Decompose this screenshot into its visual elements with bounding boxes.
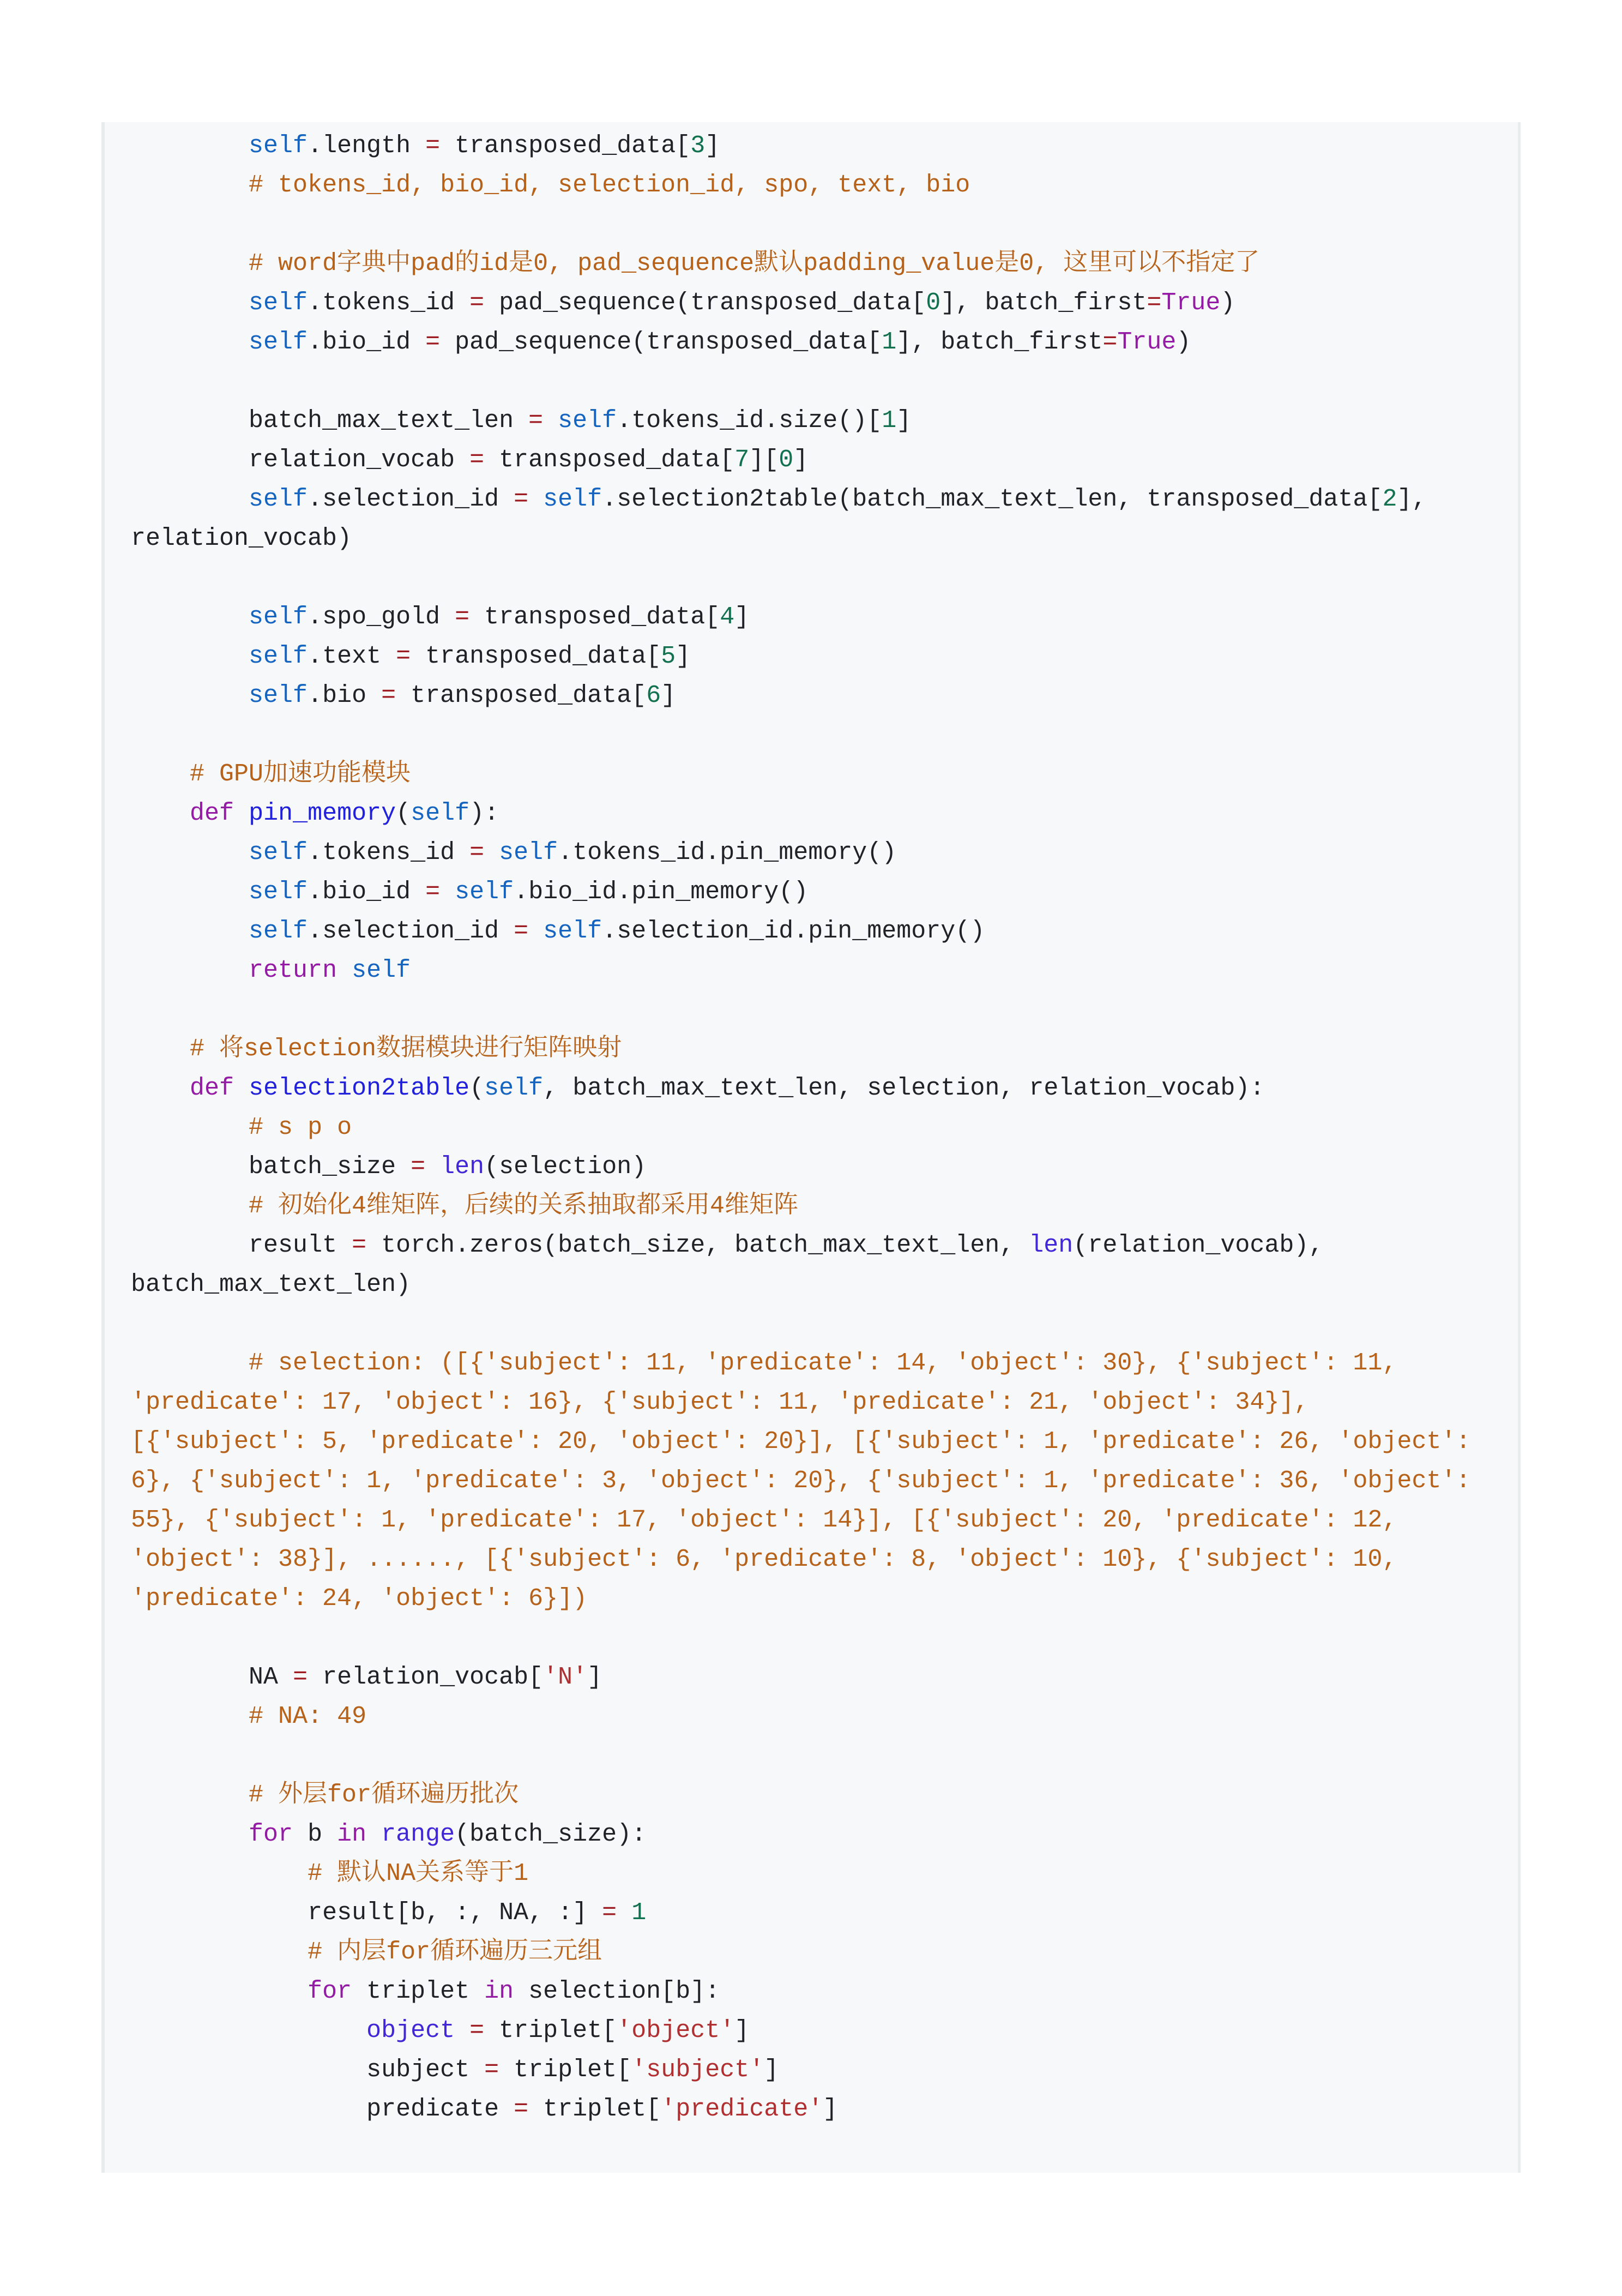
code-token-plain-text: relation_vocab	[249, 446, 470, 474]
code-line	[131, 1349, 1485, 1613]
code-token-builtin: object	[366, 2017, 455, 2045]
code-token-string: 'N'	[543, 1663, 588, 1691]
code-token-self-and-params: self	[249, 328, 308, 356]
code-line	[131, 2056, 779, 2084]
code-token-plain-text: batch_max_text_len	[249, 407, 529, 435]
code-token-keyword: for	[249, 1820, 293, 1848]
code-token-plain-text	[528, 917, 543, 945]
code-token-operator: =	[1102, 328, 1118, 356]
code-line	[131, 2017, 749, 2045]
code-token-operator: =	[528, 407, 544, 435]
code-token-plain-text	[425, 1153, 440, 1181]
code-token-keyword: def	[190, 1074, 234, 1102]
code-token-keyword: True	[1161, 289, 1221, 317]
code-token-plain-text: result[b, :, NA, :]	[307, 1899, 602, 1927]
code-token-operator: =	[396, 642, 411, 670]
code-token-plain-text: transposed_data[	[440, 132, 691, 160]
code-token-number: 0	[926, 289, 941, 317]
code-token-keyword: def	[190, 800, 234, 827]
code-token-plain-text: ], relation_vocab)	[131, 485, 1442, 552]
code-token-comment: # 将selection数据模块进行矩阵映射	[190, 1035, 622, 1063]
code-token-number: 1	[882, 328, 897, 356]
code-token-comment: # tokens_id, bio_id, selection_id, spo, text, bio	[249, 171, 970, 199]
code-token-plain-text: relation_vocab[	[307, 1663, 544, 1691]
code-token-plain-text: .tokens_id	[307, 839, 470, 867]
code-line	[131, 760, 411, 788]
code-token-self-and-params: self	[499, 839, 558, 867]
code-token-plain-text	[484, 839, 499, 867]
code-token-plain-text: ]	[587, 1663, 602, 1691]
code-token-builtin: range	[381, 1820, 455, 1848]
code-token-number: 7	[734, 446, 750, 474]
code-token-comment: # NA: 49	[249, 1703, 367, 1730]
code-token-comment: # GPU加速功能模块	[190, 760, 411, 788]
code-token-plain-text: .selection_id.pin_memory()	[602, 917, 985, 945]
code-token-operator: =	[469, 839, 485, 867]
code-token-number: 4	[720, 603, 735, 631]
code-line	[131, 1192, 798, 1220]
code-line	[131, 957, 411, 984]
code-token-operator: =	[411, 1153, 426, 1181]
code-token-plain-text: ], batch_first	[896, 328, 1103, 356]
code-token-operator: =	[425, 878, 441, 906]
code-token-plain-text: .tokens_id.size()[	[617, 407, 882, 435]
code-token-plain-text: triplet[	[484, 2017, 617, 2045]
code-token-plain-text: )	[1220, 289, 1235, 317]
code-token-self-and-params: self	[249, 132, 308, 160]
code-token-plain-text: .tokens_id	[307, 289, 470, 317]
code-token-self-and-params: self	[249, 289, 308, 317]
code-line	[131, 878, 808, 906]
code-token-plain-text: torch.zeros(batch_size, batch_max_text_len,	[366, 1231, 1029, 1259]
code-line	[131, 1114, 352, 1141]
code-token-plain-text	[455, 2017, 469, 2045]
code-token-plain-text: (batch_size):	[455, 1820, 647, 1848]
code-line	[131, 1074, 1264, 1102]
code-token-plain-text: triplet[	[528, 2095, 661, 2123]
code-token-self-and-params: self	[484, 1074, 544, 1102]
code-token-self-and-params: self	[558, 407, 617, 435]
code-line	[131, 1860, 528, 1888]
code-token-plain-text: .bio	[307, 682, 382, 710]
code-token-string: 'subject'	[631, 2056, 764, 2084]
code-token-comment: # selection: ([{'subject': 11, 'predicate': 14, 'object': 30}, {'subject': 11, 'predicate': 17, 'object': 16}, {'subject': 11, 'predicate': 21, 'object': 34}], [{'subject': 5, 'predicate': 20, 'object': 20}], [{'subject': 1, 'predicate': 26, 'object': 6}, {'subject': 1, 'predicate': 3, 'object': 20}, {'subject': 1, 'predicate': 36, 'object': 55}, {'subject': 1, 'predicate': 17, 'object': 14}], [{'subject': 20, 'predicate': 12, 'object': 38}], ......, [{'subject': 6, 'predicate': 8, 'object': 10}, {'subject': 10, 'predicate': 24, 'object': 6}])	[131, 1349, 1486, 1613]
code-token-comment: # 默认NA关系等于1	[307, 1860, 529, 1888]
code-token-string: 'predicate'	[661, 2095, 823, 2123]
code-token-plain-text: ]	[661, 682, 676, 710]
code-token-self-and-params: self	[249, 682, 308, 710]
code-line	[131, 250, 1259, 278]
code-token-keyword: return	[249, 957, 337, 984]
code-token-plain-text: batch_size	[249, 1153, 411, 1181]
code-token-plain-text: .selection_id	[307, 917, 514, 945]
code-token-plain-text: (relation_vocab), batch_max_text_len)	[131, 1231, 1338, 1299]
code-token-operator: =	[455, 603, 470, 631]
code-token-plain-text: ], batch_first	[940, 289, 1147, 317]
code-token-function-definition-name: selection2table	[249, 1074, 470, 1102]
code-line	[131, 682, 676, 710]
code-token-keyword: True	[1117, 328, 1177, 356]
code-token-comment: # 初始化4维矩阵，后续的关系抽取都采用4维矩阵	[249, 1192, 799, 1220]
code-token-number: 1	[631, 1899, 647, 1927]
code-token-self-and-params: self	[249, 878, 308, 906]
code-line	[131, 1703, 366, 1730]
code-token-self-and-params: self	[543, 917, 602, 945]
code-token-plain-text	[440, 878, 455, 906]
code-line	[131, 2095, 837, 2123]
code-token-plain-text: .spo_gold	[307, 603, 455, 631]
code-token-plain-text: transposed_data[	[411, 642, 661, 670]
code-token-self-and-params: self	[249, 917, 308, 945]
code-token-plain-text: pad_sequence(transposed_data[	[440, 328, 882, 356]
code-token-string: 'object'	[617, 2017, 735, 2045]
code-token-operator: =	[469, 289, 485, 317]
code-token-plain-text: transposed_data[	[484, 446, 735, 474]
code-token-plain-text: pad_sequence(transposed_data[	[484, 289, 926, 317]
code-token-keyword: in	[484, 1978, 514, 2005]
code-token-plain-text: predicate	[366, 2095, 514, 2123]
code-line	[131, 328, 1191, 356]
code-token-plain-text: subject	[366, 2056, 485, 2084]
code-token-plain-text: ]	[896, 407, 912, 435]
code-token-plain-text: triplet[	[499, 2056, 632, 2084]
code-block	[101, 122, 1521, 2173]
code-token-plain-text	[528, 485, 543, 513]
code-token-keyword: for	[307, 1978, 352, 2005]
code-token-operator: =	[602, 1899, 617, 1927]
code-line	[131, 1978, 720, 2005]
code-token-number: 3	[690, 132, 706, 160]
code-token-operator: =	[484, 2056, 499, 2084]
code-token-plain-text: .tokens_id.pin_memory()	[558, 839, 897, 867]
code-token-plain-text: (selection)	[484, 1153, 647, 1181]
code-token-plain-text: .bio_id	[307, 878, 426, 906]
code-token-comment: # 内层for循环遍历三元组	[307, 1938, 602, 1966]
code-line	[131, 485, 1441, 552]
code-token-keyword: in	[337, 1820, 367, 1848]
code-token-plain-text: .text	[307, 642, 396, 670]
code-token-plain-text: selection[b]:	[514, 1978, 720, 2005]
code-token-plain-text: .length	[307, 132, 426, 160]
code-line	[131, 446, 808, 474]
code-token-plain-text	[617, 1899, 631, 1927]
code-token-builtin: len	[1029, 1231, 1074, 1259]
code-token-plain-text	[337, 957, 352, 984]
code-line	[131, 1781, 518, 1809]
code-token-plain-text: ]	[734, 603, 750, 631]
code-token-plain-text: NA	[249, 1663, 293, 1691]
code-token-plain-text: (	[469, 1074, 485, 1102]
code-line	[131, 289, 1235, 317]
code-token-operator: =	[425, 132, 441, 160]
code-line	[131, 839, 896, 867]
code-token-self-and-params: self	[249, 839, 308, 867]
code-line	[131, 1153, 646, 1181]
code-token-plain-text: transposed_data[	[396, 682, 647, 710]
code-line	[131, 1663, 602, 1691]
code-token-function-definition-name: pin_memory	[249, 800, 396, 827]
code-token-plain-text: ]	[793, 446, 809, 474]
code-line	[131, 800, 499, 827]
code-token-plain-text: b	[293, 1820, 337, 1848]
code-token-number: 6	[646, 682, 661, 710]
code-token-operator: =	[293, 1663, 308, 1691]
code-token-operator: =	[514, 917, 529, 945]
code-line	[131, 642, 690, 670]
code-token-plain-text: .bio_id.pin_memory()	[514, 878, 809, 906]
code-token-plain-text: ]	[823, 2095, 838, 2123]
code-token-plain-text: ][	[749, 446, 779, 474]
code-token-builtin: len	[440, 1153, 485, 1181]
code-token-plain-text	[366, 1820, 381, 1848]
code-token-number: 1	[882, 407, 897, 435]
code-line	[131, 132, 720, 160]
code-line	[131, 171, 970, 199]
code-token-operator: =	[1147, 289, 1162, 317]
code-line	[131, 407, 911, 435]
code-token-plain-text: ]	[705, 132, 720, 160]
code-token-self-and-params: self	[352, 957, 411, 984]
code-token-number: 0	[779, 446, 794, 474]
code-token-operator: =	[425, 328, 441, 356]
code-line	[131, 603, 749, 631]
code-token-self-and-params: self	[249, 485, 308, 513]
code-token-plain-text: (	[396, 800, 411, 827]
code-token-comment: # 外层for循环遍历批次	[249, 1781, 519, 1809]
code-token-plain-text: ]	[676, 642, 691, 670]
code-line	[131, 1820, 646, 1848]
code-token-operator: =	[514, 485, 529, 513]
code-token-number: 5	[661, 642, 676, 670]
code-token-plain-text	[234, 1074, 249, 1102]
code-token-plain-text: .selection2table(batch_max_text_len, transposed_data[	[602, 485, 1383, 513]
code-token-operator: =	[381, 682, 396, 710]
code-token-plain-text: , batch_max_text_len, selection, relation_vocab):	[543, 1074, 1265, 1102]
code-token-self-and-params: self	[249, 603, 308, 631]
code-line	[131, 917, 985, 945]
code-token-plain-text: transposed_data[	[469, 603, 720, 631]
code-token-plain-text: )	[1176, 328, 1191, 356]
code-token-self-and-params: self	[543, 485, 602, 513]
code-token-operator: =	[469, 446, 485, 474]
code-token-self-and-params: self	[411, 800, 470, 827]
code-token-plain-text: ):	[469, 800, 499, 827]
code-token-operator: =	[469, 2017, 485, 2045]
code-token-operator: =	[514, 2095, 529, 2123]
code-token-comment: # s p o	[249, 1114, 352, 1141]
code-token-plain-text: .bio_id	[307, 328, 426, 356]
code-token-self-and-params: self	[249, 642, 308, 670]
code-token-plain-text: ]	[734, 2017, 750, 2045]
code-token-plain-text	[543, 407, 558, 435]
code-line	[131, 1938, 602, 1966]
code-token-plain-text: result	[249, 1231, 352, 1259]
code-token-plain-text	[234, 800, 249, 827]
code-token-self-and-params: self	[455, 878, 514, 906]
code-token-plain-text: triplet	[352, 1978, 485, 2005]
code-token-comment: # word字典中pad的id是0, pad_sequence默认padding_value是0, 这里可以不指定了	[249, 250, 1260, 278]
code-line	[131, 1035, 622, 1063]
code-line	[131, 1899, 646, 1927]
code-token-number: 2	[1382, 485, 1397, 513]
code-token-plain-text: .selection_id	[307, 485, 514, 513]
code-line	[131, 1231, 1338, 1299]
code-token-plain-text: ]	[764, 2056, 779, 2084]
code-token-operator: =	[352, 1231, 367, 1259]
